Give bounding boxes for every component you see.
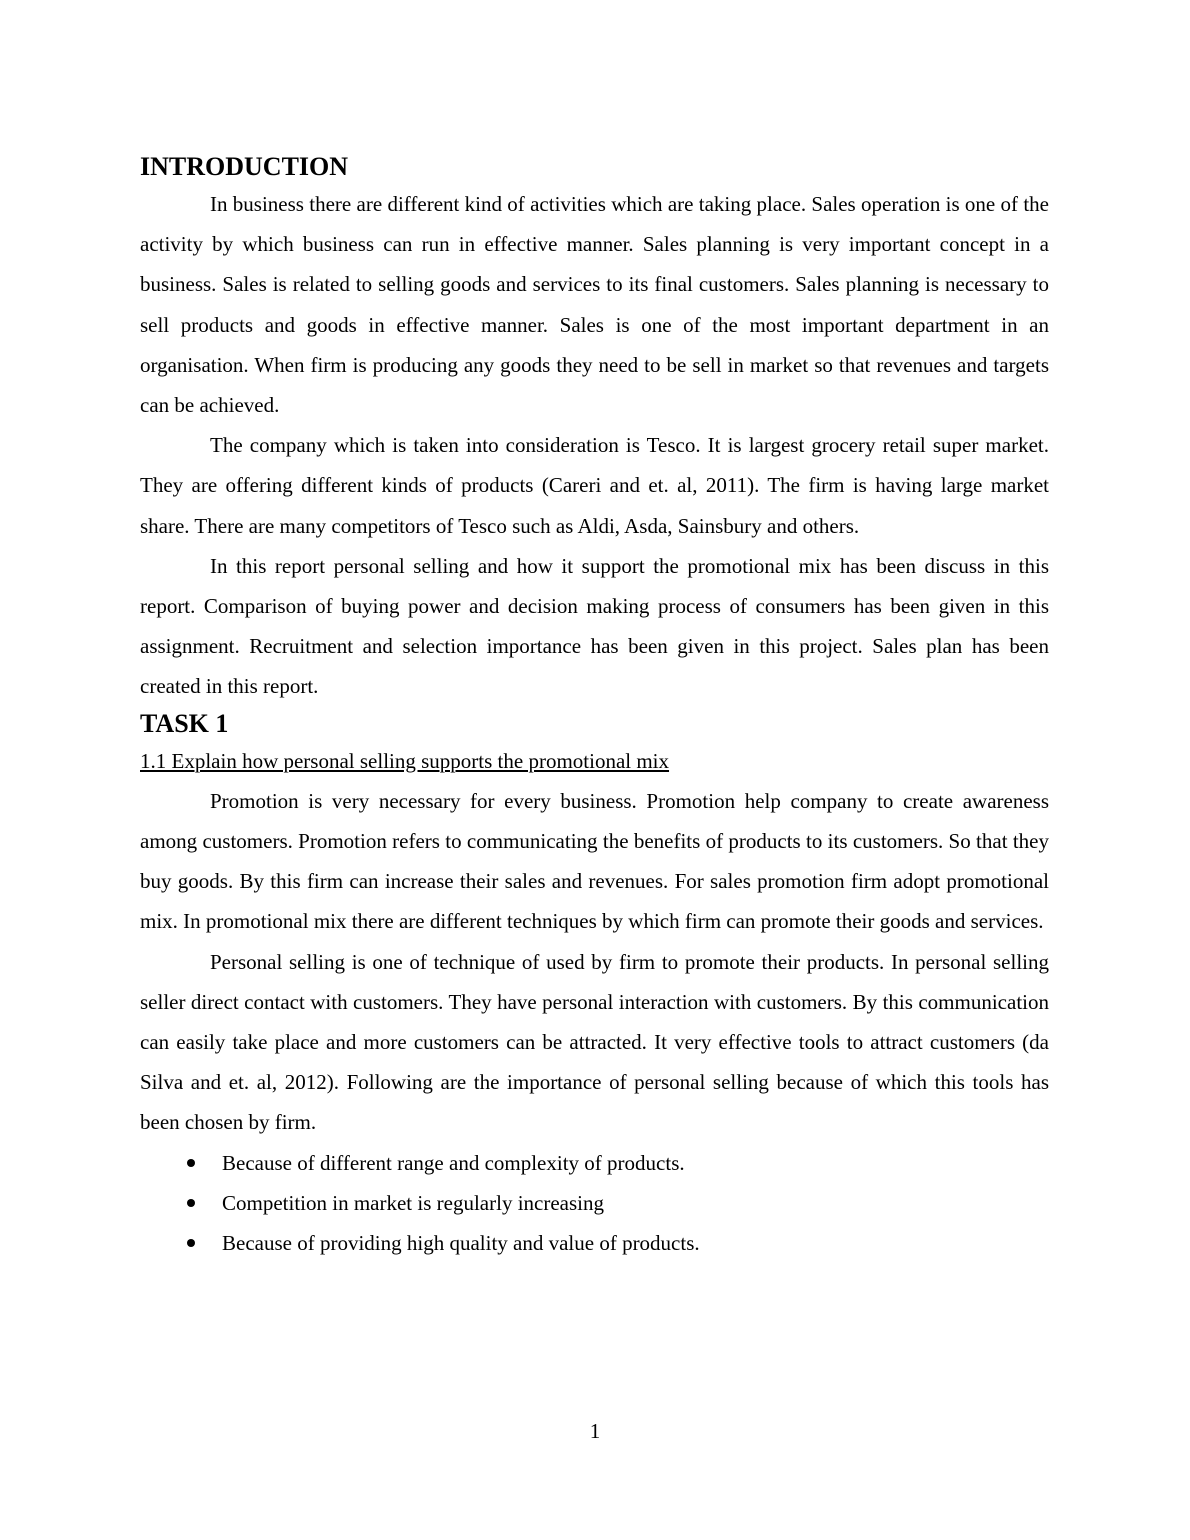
task1-paragraph-2: Personal selling is one of technique of used by firm to promote their products. In personal selling seller direct contact with customers. They have personal interaction with customers. By this communication can easily take place and more customers can be attracted. It very effective tools to attract customers (da Silva and et. al, 2012). Following are the importance of personal selling because of which this tools has been chosen by firm. bbox=[140, 949, 1049, 1135]
introduction-heading: INTRODUCTION bbox=[140, 152, 349, 181]
bullet-icon bbox=[187, 1159, 195, 1167]
list-item bbox=[140, 1223, 1049, 1263]
bullet-text: Because of different range and complexity of products. bbox=[222, 1150, 685, 1175]
intro-paragraph-2: The company which is taken into consideration is Tesco. It is largest grocery retail super market. They are offering different kinds of products (Careri and et. al, 2011). The firm is having large market share. There are many competitors of Tesco such as Aldi, Asda, Sainsbury and others. bbox=[140, 433, 1049, 538]
intro-paragraph-1: In business there are different kind of activities which are taking place. Sales operation is one of the activity by which business can run in effective manner. Sales planning is very important concept in a business. Sales is related to selling goods and services to its final customers. Sales planning is necessary to sell products and goods in effective manner. Sales is one of the most important department in an organisation. When firm is producing any goods they need to be sell in market so that revenues and targets can be achieved. bbox=[140, 192, 1049, 418]
task1-heading: TASK 1 bbox=[140, 708, 229, 738]
list-item bbox=[140, 1143, 1049, 1183]
intro-paragraph-3: In this report personal selling and how it support the promotional mix has been discuss in this report. Comparison of buying power and decision making process of consumers has been given in this assignment. Recruitment and selection importance has been given in this project. Sales plan has been created in this report. bbox=[140, 553, 1049, 699]
bullet-icon bbox=[187, 1239, 195, 1247]
list-item bbox=[140, 1183, 1049, 1223]
document-page bbox=[140, 150, 1049, 1263]
bullet-text: Competition in market is regularly increasing bbox=[222, 1190, 604, 1215]
task1-subheading: 1.1 Explain how personal selling supports the promotional mix bbox=[140, 748, 670, 773]
bullet-icon bbox=[187, 1199, 195, 1207]
importance-bullet-list bbox=[140, 1143, 1049, 1264]
bullet-text: Because of providing high quality and value of products. bbox=[222, 1231, 700, 1256]
page-number: 1 bbox=[589, 1419, 601, 1443]
task1-paragraph-1: Promotion is very necessary for every business. Promotion help company to create awareness among customers. Promotion refers to communicating the benefits of products to its customers. So that they buy goods. By this firm can increase their sales and revenues. For sales promotion firm adopt promotional mix. In promotional mix there are different techniques by which firm can promote their goods and services. bbox=[140, 788, 1049, 934]
